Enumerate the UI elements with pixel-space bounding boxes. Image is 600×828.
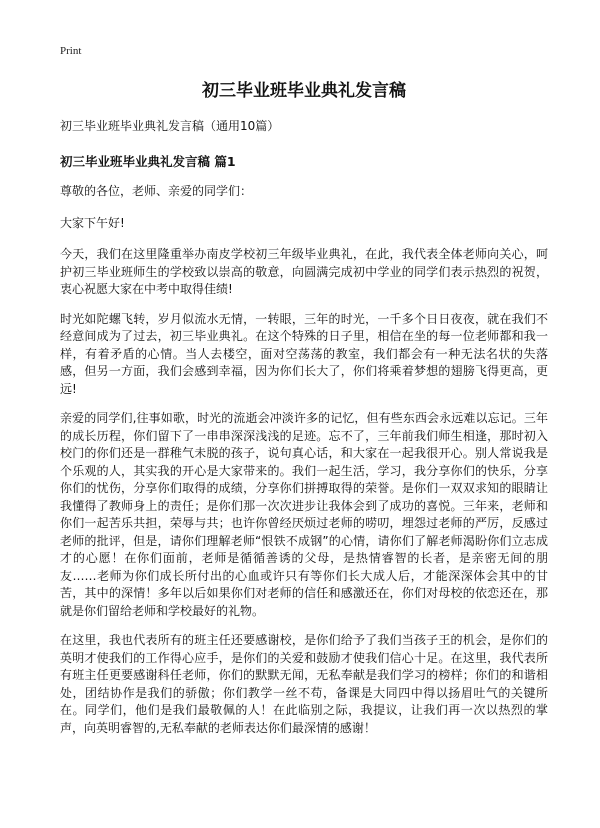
print-label: Print [60,45,82,57]
body-paragraph: 今天，我们在这里隆重举办南皮学校初三年级毕业典礼，在此，我代表全体老师向关心，呵护初三毕业班师生的学校致以崇高的敬意，向圆满完成初中学业的同学们表示热烈的祝贺，衷心祝愿大家在中考中取得佳绩! [60,247,548,296]
body-paragraph: 时光如陀螺飞转，岁月似流水无情，一转眼，三年的时光，一千多个日日夜夜，就在我们不经意间成为了过去，初三毕业典礼。在这个特殊的日子里，相信在坐的每一位老师都和我一样，有着矛盾的心情。当人去楼空，面对空荡荡的教室，我们都会有一种无法名状的失落感，但另一方面，我们会感到幸福，因为你们长大了，你们将乘着梦想的翅膀飞得更高，更远! [60,311,548,396]
salutation-paragraph: 尊敬的各位，老师、亲爱的同学们： [60,184,253,198]
section-heading: 初三毕业班毕业典礼发言稿 篇1 [60,154,236,169]
document-subtitle: 初三毕业班毕业典礼发言稿（通用10篇） [60,119,280,133]
body-paragraph: 亲爱的同学们,往事如歌，时光的流逝会冲淡许多的记忆，但有些东西会永远难以忘记。三年的成长历程，你们留下了一串串深深浅浅的足迹。忘不了，三年前我们师生相逢，那时初入校门的你们还是一群稚气未脱的孩子，说句真心话，和大家在一起我很开心。别人常说我是个乐观的人，其实我的开心是大家带来的。我们一起生活，学习，我分享你们的快乐，分享你们的忧伤，分享你们取得的成绩，分享你们拼搏取得的荣誉。是你们一双双求知的眼睛让我懂得了教师身上的责任；是你们那一次次进步让我体会到了成功的喜悦。三年来，老师和你们一起苦乐共担，荣辱与共；也许你曾经厌烦过老师的唠叨，埋怨过老师的严厉，反感过老师的批评，但是，请你们理解老师“恨铁不成钢”的心情，请你们了解老师渴盼你们立志成才的心愿！在你们面前，老师是循循善诱的父母，是热情睿智的长者，是亲密无间的朋友……老师为你们成长所付出的心血或许只有等你们长大成人后，才能深深体会其中的甘苦，其中的深情！多年以后如果你们对老师的信任和感激还在，你们对母校的依恋还在，那就是你们留给老师和学校最好的礼物。 [60,411,548,618]
body-paragraph: 在这里，我也代表所有的班主任还要感谢校，是你们给予了我们当孩子王的机会，是你们的英明才使我们的工作得心应手，是你们的关爱和鼓励才使我们信心十足。在这里，我代表所有班主任更要感谢科任老师，你们的默默无闻，无私奉献是我们学习的榜样；你们的和谐相处，团结协作是我们的骄傲；你们教学一丝不苟，备课是大同四中得以扬眉吐气的关键所在。同学们，他们是我们最敬佩的人！在此临别之际，我提议，让我们再一次以热烈的掌声，向英明睿智的,无私奉献的老师表达你们最深情的感谢！ [60,633,548,735]
document-title: 初三毕业班毕业典礼发言稿 [202,81,406,101]
greeting-paragraph: 大家下午好! [60,215,125,230]
